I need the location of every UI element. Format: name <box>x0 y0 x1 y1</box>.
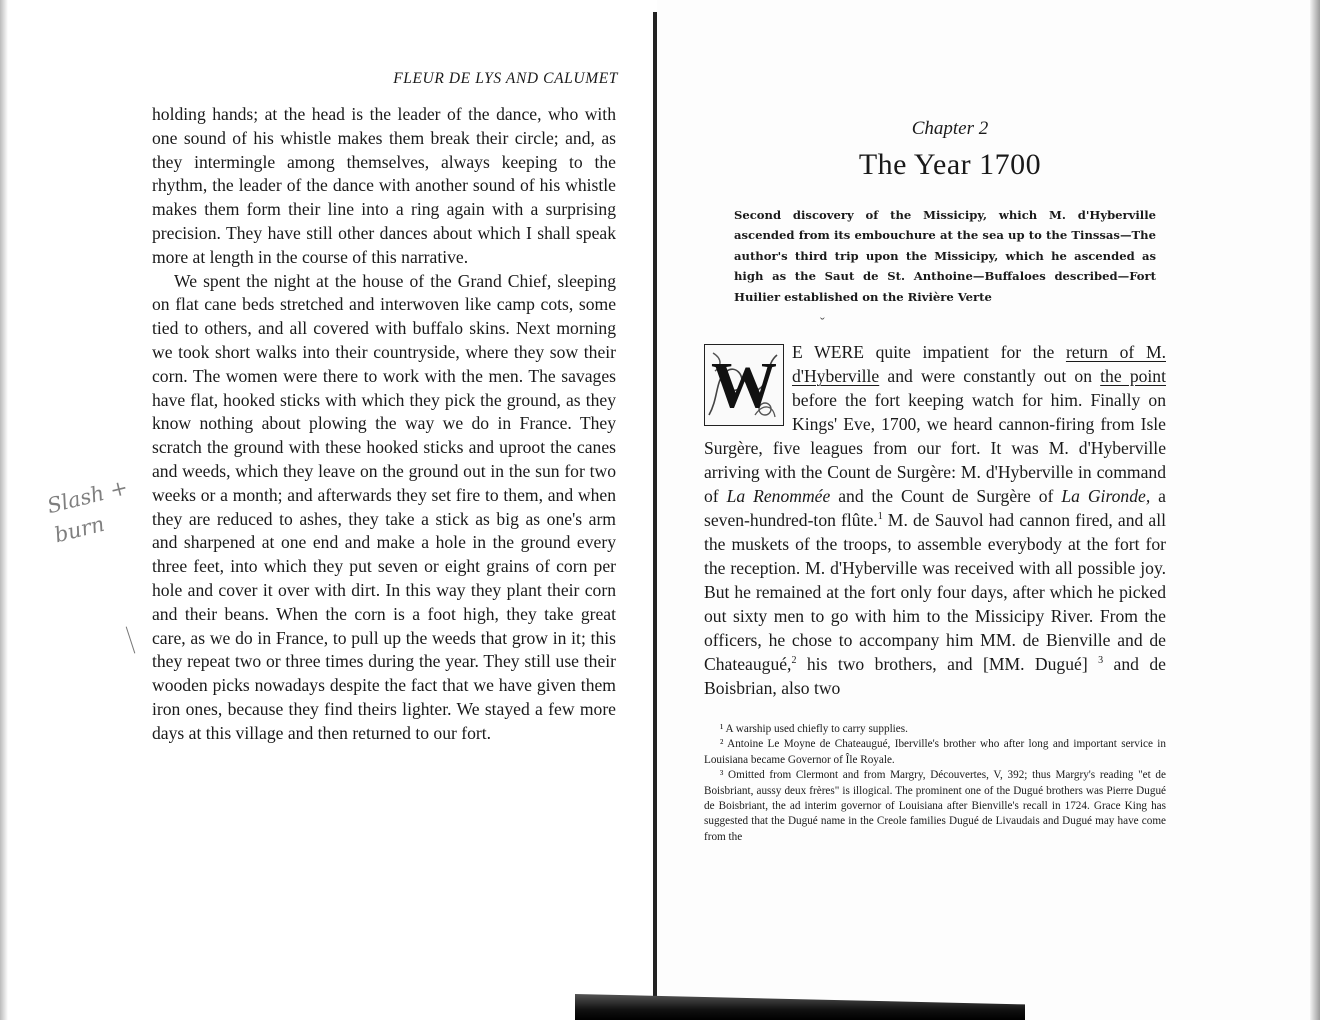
chapter-summary: Second discovery of the Missicipy, which M. d'Hyberville ascended from its embouchure at the sea up to the Tinssas—The author's third trip upon the Missicipy, which he ascended as high as the Saut de St. Anthoine—Buffaloes described—Fort Huilier established on the Rivière Verte <box>734 208 1156 304</box>
body-text-segment: and de Boisbrian, also two <box>704 654 1166 698</box>
footnote-ref: 3 <box>1098 655 1104 667</box>
footnote-1: ¹ A warship used chiefly to carry supplies. <box>720 723 908 735</box>
margin-pencil-mark <box>126 627 136 654</box>
page-edge-shadow <box>0 0 8 1020</box>
footnotes <box>704 722 1166 845</box>
ornamental-dropcap <box>704 344 784 426</box>
right-body-text <box>704 340 1166 700</box>
chapter-label: Chapter 2 <box>911 118 989 139</box>
footnote-2: ² Antoine Le Moyne de Chateaugué, Iberville's brother who after long and important service in Louisiana became Governor of Île Royale. <box>704 738 1166 766</box>
body-text-segment: E WERE quite impatient for the <box>792 342 1066 362</box>
handwritten-margin-note: Slash + burn <box>44 475 131 548</box>
paragraph-2: We spent the night at the house of the Grand Chief, sleeping on flat cane beds stretched and interwoven like camp cots, some tied to others, and all covered with buffalo skins. Next morning we took short walks into their countryside, where they sow their corn. The women were there to work with the men. The savages have flat, hooked sticks with which they pick the ground, as they know nothing about plowing the way we do in France. They scratch the ground with these hooked sticks and uproot the canes and weeds, which they leave on the ground out in the sun for two weeks or a month; and afterwards they set fire to them, and when they are reduced to ashes, they take a stick as big as one's arm and sharpened at one end and make a hole in the ground every three feet, into which they put seven or eight grains of corn per hole and cover it over with dirt. In this way they plant their corn and their beans. When the corn is a foot high, they take great care, as we do in France, to pull up the weeds that grow in it; this they repeat two or three times during the year. They still use their wooden picks nowadays despite the fact that we have given them iron ones, because they find theirs lighter. We stayed a few more days at this village and then returned to our fort. <box>152 270 616 743</box>
footnote-ref: 1 <box>877 511 883 523</box>
body-text-segment: and the Count de Surgère of <box>830 486 1062 506</box>
left-page <box>0 0 655 1020</box>
chapter-title: The Year 1700 <box>858 148 1042 181</box>
underlined-text: return of M. d'Hyberville <box>792 342 1166 386</box>
ship-name: La Gironde, <box>1061 486 1151 506</box>
paragraph-1: holding hands; at the head is the leader of the dance, who with one sound of his whistle makes them break their circle; and, as they intermingle among themselves, always keeping to the rhythm, the leader of the dance with another sound of his whistle makes them form their line into a ring again with a surprising precision. They have still other dances about which I shall speak more at length in the course of this narrative. <box>152 104 616 267</box>
underlined-text: the point <box>1100 366 1166 386</box>
footnote-3: ³ Omitted from Clermont and from Margry, Découvertes, V, 392; thus Margry's reading "et de Boisbriant, aussy deux frères" is illogical. The prominent one of the Dugué brothers was Pierre Dugué de Boisbriant, the ad interim governor of Louisiana after Bienville's recall in 1724. Grace King has suggested that the Dugué name in the Creole families Dugué de Livaudais and Dugué may have come from the <box>704 769 1166 843</box>
dropcap-letter: W <box>711 349 777 422</box>
body-text-segment: and were constantly out on <box>879 366 1101 386</box>
body-text-segment: M. de Sauvol had cannon fired, and all the muskets of the troops, to assemble everybody at the fort for the reception. M. d'Hyberville was received with all possible joy. But he remained at the fort only four days, after which he picked out sixty men to go with him to the Missicipy River. From the officers, he chose to accompany him MM. de Bienville and de Chateaugué, <box>704 510 1167 674</box>
pencil-tick-mark: ˇ <box>820 316 825 331</box>
ship-name: La Renommée <box>726 486 831 506</box>
footnote-ref: 2 <box>791 655 797 667</box>
body-text-segment: a seven-hundred-ton flûte. <box>704 486 1166 530</box>
page-edge-shadow-right <box>1310 0 1320 1020</box>
body-text-segment: his two brothers, and [MM. Dugué] <box>796 654 1099 674</box>
running-head: FLEUR DE LYS AND CALUMET <box>393 70 618 87</box>
left-body-text <box>152 103 616 746</box>
body-text-segment: before the fort keeping watch for him. Finally on Kings' Eve, 1700, we heard cannon-firing from Isle Surgère, five leagues from our fort. It was M. d'Hyberville arriving with the Count de Surgère: M. d'Hyberville in command of <box>704 390 1166 506</box>
